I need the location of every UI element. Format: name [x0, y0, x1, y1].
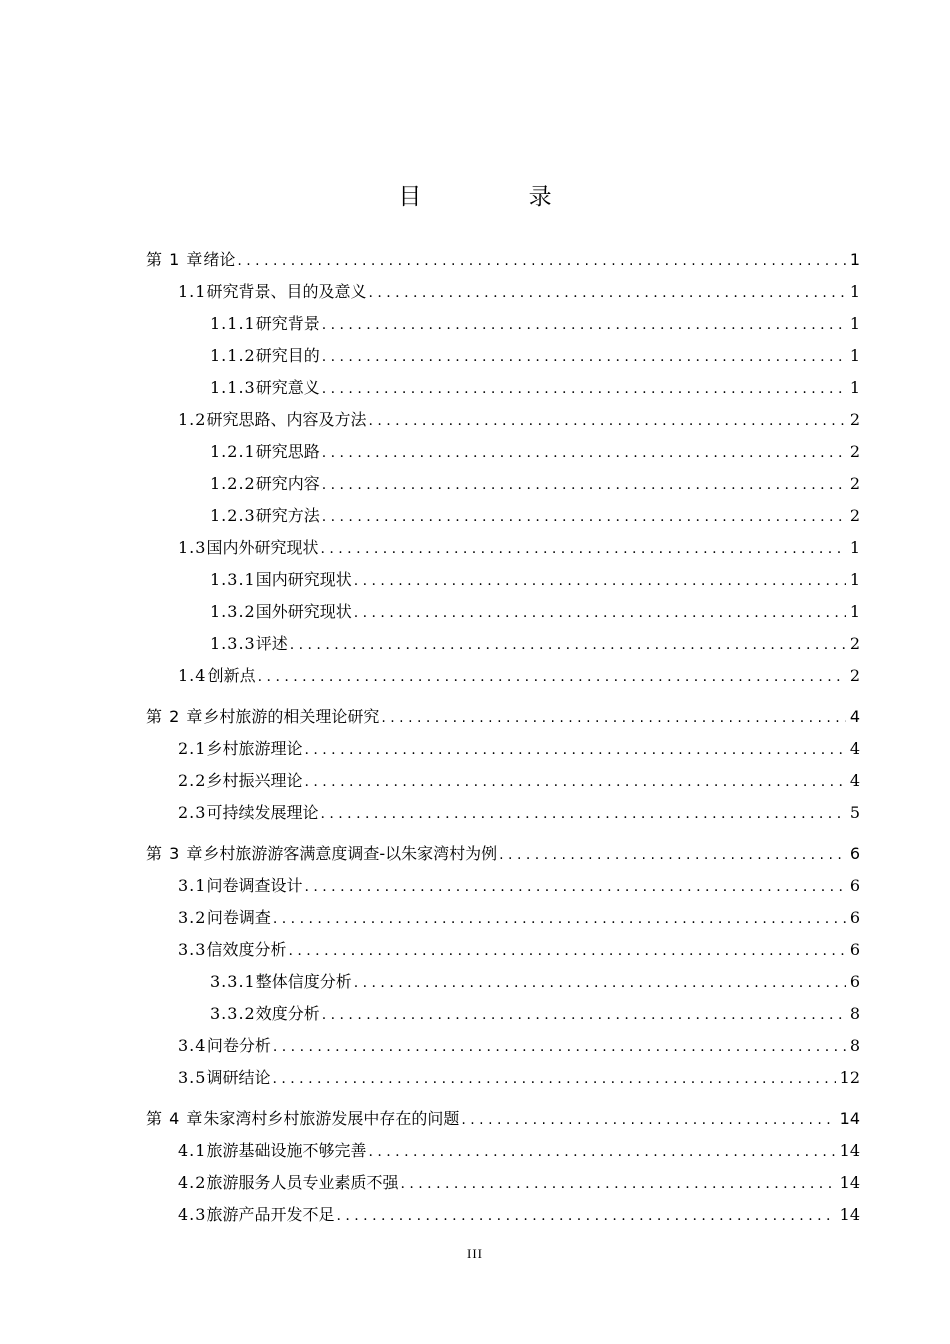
toc-entry-title: 研究思路、内容及方法 — [206, 410, 367, 429]
toc-entry-title: 旅游产品开发不足 — [206, 1205, 335, 1224]
toc-entry-number: 第 3 章 — [146, 844, 204, 863]
toc-entry-number: 1.1 — [178, 282, 207, 301]
toc-entry-number: 1.3.3 — [210, 634, 256, 653]
toc-entry-page: 1 — [849, 346, 860, 365]
toc-entry-number: 1.1.3 — [210, 378, 256, 397]
toc-entry-number: 3.4 — [178, 1036, 207, 1055]
toc-entry-page: 6 — [849, 908, 860, 927]
toc-dot-leader — [322, 469, 846, 501]
toc-entry-title: 可持续发展理论 — [206, 803, 319, 822]
toc-dot-leader — [368, 1136, 835, 1168]
toc-entry[interactable] — [146, 838, 860, 870]
toc-dot-leader — [237, 245, 845, 277]
toc-entry-title: 研究目的 — [255, 346, 320, 365]
toc-entry[interactable] — [146, 1103, 860, 1135]
toc-entry[interactable] — [146, 1167, 860, 1199]
toc-entry-title: 研究方法 — [255, 506, 320, 525]
toc-entry-title: 问卷调查设计 — [206, 876, 303, 895]
toc-dot-leader — [499, 839, 846, 871]
toc-entry[interactable] — [146, 797, 860, 829]
toc-entry-number: 第 2 章 — [146, 707, 204, 726]
toc-dot-leader — [354, 565, 846, 597]
toc-entry[interactable] — [146, 660, 860, 692]
toc-dot-leader — [320, 533, 845, 565]
toc-entry-page: 1 — [849, 538, 860, 557]
toc-dot-leader — [322, 341, 846, 373]
toc-entry-number: 第 4 章 — [146, 1109, 204, 1128]
toc-entry-number: 4.1 — [178, 1141, 207, 1160]
toc-entry-page: 1 — [849, 378, 860, 397]
toc-entry-page: 6 — [849, 876, 860, 895]
toc-entry-page: 2 — [849, 410, 860, 429]
toc-entry[interactable] — [146, 244, 860, 276]
table-of-contents — [146, 244, 860, 1231]
toc-entry[interactable] — [146, 1030, 860, 1062]
toc-entry-page: 14 — [839, 1205, 860, 1224]
toc-entry-page: 1 — [849, 314, 860, 333]
toc-dot-leader — [288, 935, 845, 967]
toc-entry-page: 8 — [849, 1036, 860, 1055]
toc-dot-leader — [354, 597, 846, 629]
toc-dot-leader — [320, 798, 845, 830]
toc-entry-page: 12 — [839, 1068, 860, 1087]
toc-entry-title: 整体信度分析 — [255, 972, 352, 991]
toc-entry-title: 国内研究现状 — [255, 570, 352, 589]
toc-entry-title: 乡村旅游的相关理论研究 — [203, 707, 380, 726]
toc-dot-leader — [322, 373, 846, 405]
toc-entry-title: 研究背景 — [255, 314, 320, 333]
toc-entry[interactable] — [146, 733, 860, 765]
toc-entry-title: 研究背景、目的及意义 — [206, 282, 367, 301]
toc-entry[interactable] — [146, 998, 860, 1030]
toc-dot-leader — [354, 967, 846, 999]
toc-dot-leader — [304, 871, 845, 903]
toc-entry-number: 1.2 — [178, 410, 207, 429]
toc-entry-page: 1 — [849, 602, 860, 621]
toc-entry-title: 国内外研究现状 — [206, 538, 319, 557]
toc-entry-title: 乡村振兴理论 — [206, 771, 303, 790]
toc-entry-page: 6 — [849, 972, 860, 991]
toc-entry-number: 1.2.2 — [210, 474, 256, 493]
toc-dot-leader — [322, 309, 846, 341]
toc-entry-title: 调研结论 — [206, 1068, 271, 1087]
toc-entry-title: 评述 — [255, 634, 288, 653]
toc-entry[interactable] — [146, 966, 860, 998]
toc-entry-number: 3.3.1 — [210, 972, 256, 991]
toc-entry-page: 1 — [849, 282, 860, 301]
toc-entry-number: 3.3 — [178, 940, 207, 959]
toc-dot-leader — [381, 702, 845, 734]
toc-entry[interactable] — [146, 628, 860, 660]
toc-dot-leader — [368, 277, 845, 309]
toc-entry[interactable] — [146, 564, 860, 596]
toc-entry-number: 1.2.3 — [210, 506, 256, 525]
toc-entry-number: 1.3 — [178, 538, 207, 557]
page-number-footer: III — [467, 1246, 483, 1261]
toc-entry[interactable] — [146, 276, 860, 308]
toc-entry-title: 研究内容 — [255, 474, 320, 493]
toc-entry-title: 乡村旅游理论 — [206, 739, 303, 758]
toc-entry[interactable] — [146, 468, 860, 500]
toc-dot-leader — [322, 999, 846, 1031]
toc-entry[interactable] — [146, 765, 860, 797]
toc-entry[interactable] — [146, 701, 860, 733]
toc-dot-leader — [273, 903, 846, 935]
toc-entry-page: 6 — [849, 844, 860, 863]
toc-entry-page: 2 — [849, 506, 860, 525]
toc-dot-leader — [304, 734, 845, 766]
toc-entry-title: 信效度分析 — [206, 940, 287, 959]
toc-entry[interactable] — [146, 372, 860, 404]
toc-dot-leader — [322, 501, 846, 533]
toc-entry-title: 朱家湾村乡村旅游发展中存在的问题 — [203, 1109, 460, 1128]
toc-entry[interactable] — [146, 596, 860, 628]
toc-entry-page: 4 — [849, 739, 860, 758]
toc-dot-leader — [258, 661, 846, 693]
toc-dot-leader — [400, 1168, 835, 1200]
toc-entry[interactable] — [146, 1062, 860, 1094]
toc-entry-title: 绪论 — [203, 250, 236, 269]
toc-entry[interactable] — [146, 902, 860, 934]
toc-entry-page: 1 — [849, 570, 860, 589]
toc-entry-title: 创新点 — [207, 666, 256, 685]
toc-entry-number: 1.1.1 — [210, 314, 256, 333]
toc-dot-leader — [290, 629, 846, 661]
toc-entry-number: 2.2 — [178, 771, 207, 790]
toc-entry-title: 问卷调查 — [206, 908, 271, 927]
toc-entry-title: 研究思路 — [255, 442, 320, 461]
toc-entry-page: 2 — [849, 634, 860, 653]
toc-entry[interactable] — [146, 1135, 860, 1167]
toc-entry-page: 2 — [849, 666, 860, 685]
toc-entry-page: 4 — [849, 771, 860, 790]
toc-entry-title: 旅游基础设施不够完善 — [206, 1141, 367, 1160]
toc-entry-number: 3.5 — [178, 1068, 207, 1087]
toc-dot-leader — [272, 1063, 835, 1095]
toc-entry-number: 3.2 — [178, 908, 207, 927]
toc-entry-page: 14 — [839, 1173, 860, 1192]
toc-entry[interactable] — [146, 870, 860, 902]
toc-entry-number: 1.3.2 — [210, 602, 256, 621]
page-title: 目 录 — [398, 184, 602, 210]
toc-entry[interactable] — [146, 934, 860, 966]
toc-entry-page: 14 — [839, 1141, 860, 1160]
toc-entry[interactable] — [146, 308, 860, 340]
toc-entry-number: 2.3 — [178, 803, 207, 822]
toc-dot-leader — [322, 437, 846, 469]
toc-dot-leader — [336, 1200, 835, 1232]
toc-dot-leader — [461, 1104, 835, 1136]
toc-entry-page: 2 — [849, 474, 860, 493]
toc-entry-number: 3.1 — [178, 876, 207, 895]
toc-entry-page: 1 — [849, 250, 860, 269]
toc-entry-page: 8 — [849, 1004, 860, 1023]
toc-entry-number: 1.1.2 — [210, 346, 256, 365]
toc-entry-title: 旅游服务人员专业素质不强 — [206, 1173, 399, 1192]
toc-entry-page: 4 — [849, 707, 860, 726]
toc-entry-title: 问卷分析 — [206, 1036, 271, 1055]
toc-entry[interactable] — [146, 532, 860, 564]
toc-entry[interactable] — [146, 340, 860, 372]
toc-entry-number: 第 1 章 — [146, 250, 204, 269]
toc-entry-number: 2.1 — [178, 739, 207, 758]
toc-entry-page: 14 — [839, 1109, 860, 1128]
toc-entry-title: 乡村旅游游客满意度调查-以朱家湾村为例 — [203, 844, 498, 863]
toc-dot-leader — [368, 405, 845, 437]
toc-entry-number: 1.4 — [178, 666, 207, 685]
toc-entry-number: 1.3.1 — [210, 570, 256, 589]
toc-entry[interactable] — [146, 1199, 860, 1231]
toc-entry[interactable] — [146, 404, 860, 436]
toc-entry-title: 国外研究现状 — [255, 602, 352, 621]
toc-entry[interactable] — [146, 500, 860, 532]
toc-dot-leader — [273, 1031, 846, 1063]
toc-entry-title: 效度分析 — [255, 1004, 320, 1023]
toc-entry-number: 4.3 — [178, 1205, 207, 1224]
toc-entry-number: 4.2 — [178, 1173, 207, 1192]
toc-entry-page: 6 — [849, 940, 860, 959]
toc-dot-leader — [304, 766, 845, 798]
toc-entry-number: 1.2.1 — [210, 442, 256, 461]
toc-entry-page: 5 — [849, 803, 860, 822]
toc-entry-number: 3.3.2 — [210, 1004, 256, 1023]
toc-entry-title: 研究意义 — [255, 378, 320, 397]
toc-entry[interactable] — [146, 436, 860, 468]
toc-entry-page: 2 — [849, 442, 860, 461]
